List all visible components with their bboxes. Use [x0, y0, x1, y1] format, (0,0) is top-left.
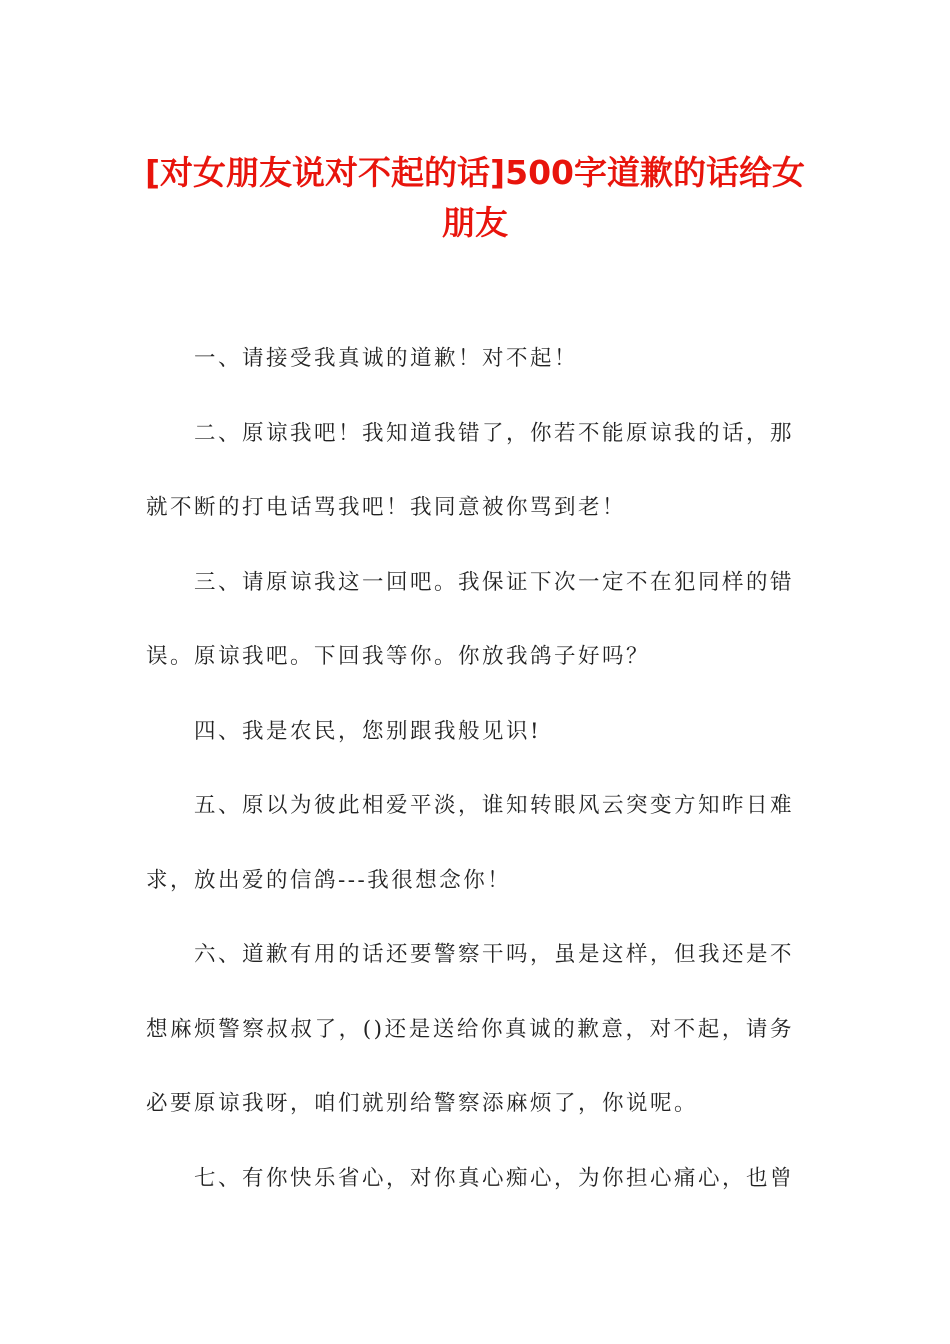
document-title: [对女朋友说对不起的话]500字道歉的话给女朋友: [144, 153, 806, 242]
document-body: [146, 322, 794, 1216]
paragraph-2: 二、原谅我吧！我知道我错了，你若不能原谅我的话，那就不断的打电话骂我吧！我同意被你骂到老！: [146, 420, 795, 520]
paragraph-7: 七、有你快乐省心，对你真心痴心，为你担心痛心，也曾: [194, 1165, 795, 1191]
paragraph-5: 五、原以为彼此相爱平淡，谁知转眼风云突变方知昨日难求，放出爱的信鸽---我很想念你！: [146, 793, 795, 893]
paragraph-6: 六、道歉有用的话还要警察干吗，虽是这样，但我还是不想麻烦警察叔叔了，()还是送给你真诚的歉意，对不起，请务必要原谅我呀，咱们就别给警察添麻烦了，你说呢。: [146, 942, 795, 1116]
paragraph-1: 一、请接受我真诚的道歉！对不起！: [194, 346, 579, 371]
paragraph-3: 三、请原谅我这一回吧。我保证下次一定不在犯同样的错误。原谅我吧。下回我等你。你放我鸽子好吗？: [146, 569, 795, 669]
paragraph-4: 四、我是农民，您别跟我般见识!: [194, 718, 542, 744]
